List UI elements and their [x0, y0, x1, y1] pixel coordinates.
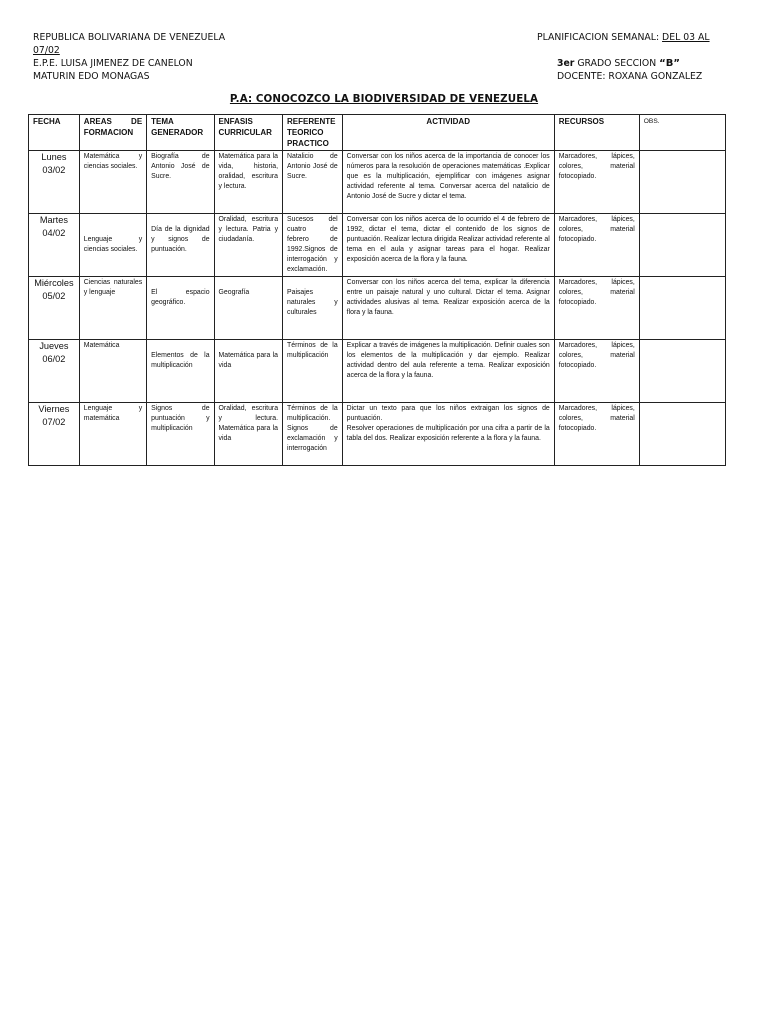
header-tema: TEMA GENERADOR: [147, 115, 214, 151]
areas-cell: Lenguaje y matemática: [79, 403, 146, 466]
recursos-cell: Marcadores, lápices, colores, material fotocopiado.: [554, 340, 639, 403]
obs-cell: [639, 151, 725, 214]
table-row: [29, 214, 726, 277]
date-label: 03/02: [42, 164, 66, 175]
actividad-cell: Conversar con los niños acerca de la importancia de conocer los números para la resolución de operaciones matemáticas .Explicar que es la multiplicación, ejemplificar con imágenes asignar actividad referente al tema. Conversar acerca del natalicio de Antonio José de Sucre y dictar el tema.: [342, 151, 554, 214]
page-title: P.A: CONOCOZCO LA BIODIVERSIDAD DE VENEZUELA: [229, 93, 539, 105]
enfasis-cell: Oralidad, escritura y lectura. Patria y ciudadanía.: [214, 214, 282, 277]
table-row: [29, 403, 726, 466]
referente-cell: Natalicio de Antonio José de Sucre.: [283, 151, 343, 214]
actividad-cell: Conversar con los niños acerca del tema, explicar la diferencia entre un paisaje natural y uno cultural. Dictar el tema. Asignar actividades alusivas al tema. Realizar exposición acerca de la flora y la fauna.: [342, 277, 554, 340]
fecha-cell: [29, 403, 80, 466]
tema-text: Elementos de la multiplicación: [151, 352, 210, 369]
enfasis-cell: Oralidad, escritura y lectura. Matemática para la vida: [214, 403, 282, 466]
fecha-cell: [29, 151, 80, 214]
planning-table: [28, 114, 726, 466]
fecha-cell: [29, 340, 80, 403]
day-label: Lunes: [41, 152, 67, 162]
fecha-cell: [29, 214, 80, 277]
table-row: [29, 340, 726, 403]
header-plan: [537, 31, 710, 44]
day-label: Martes: [39, 215, 68, 225]
day-label: Jueves: [39, 341, 69, 351]
fecha-cell: [29, 277, 80, 340]
grade-text: GRADO SECCION: [577, 58, 657, 69]
obs-cell: [639, 214, 725, 277]
table-row: [29, 151, 726, 214]
grade-prefix: 3er: [557, 58, 575, 69]
header-actividad: ACTIVIDAD: [342, 115, 554, 151]
tema-cell: [147, 277, 214, 340]
referente-cell: Términos de la multiplicación. Signos de exclamación y interrogación: [283, 403, 343, 466]
tema-cell: Biografía de Antonio José de Sucre.: [147, 151, 214, 214]
header-recursos: RECURSOS: [554, 115, 639, 151]
tema-cell: [147, 214, 214, 277]
areas-cell: Matemática y ciencias sociales.: [79, 151, 146, 214]
plan-value: DEL 03 AL: [662, 32, 710, 43]
plan-label: PLANIFICACION SEMANAL:: [537, 32, 660, 43]
actividad-cell: Conversar con los niños acerca de lo ocurrido el 4 de febrero de 1992, dictar el tema, dictar el contenido de los signos de puntuación. Realizar lectura dirigida Realizar actividad referente al tema en el aula y asignar tareas para el hogar. Realizar exposición acerca de la flora y la fauna.: [342, 214, 554, 277]
grade-section: “B”: [659, 58, 680, 69]
recursos-cell: Marcadores, lápices, colores, material fotocopiado.: [554, 214, 639, 277]
header-obs: OBS.: [639, 115, 725, 151]
date-label: 06/02: [42, 353, 66, 364]
tema-cell: Signos de puntuación y multiplicación: [147, 403, 214, 466]
header-areas: AREAS DE FORMACION: [79, 115, 146, 151]
actividad-cell: Explicar a través de imágenes la multiplicación. Definir cuales son los elementos de la multiplicación y dar ejemplo. Realizar actividad dentro del aula referente a tema. Realizar exposición acerca de la flora y la fauna.: [342, 340, 554, 403]
header-enfasis: ENFASIS CURRICULAR: [214, 115, 282, 151]
areas-cell: Matemática: [79, 340, 146, 403]
header-republica: REPUBLICA BOLIVARIANA DE VENEZUELA: [33, 32, 226, 43]
actividad-cell: Dictar un texto para que los niños extraigan los signos de puntuación. Resolver operaciones de multiplicación por una cifra a partir de la tabla del dos. Realizar exposición referente a la flora y la fauna.: [342, 403, 554, 466]
header-docente: DOCENTE: ROXANA GONZALEZ: [557, 71, 703, 82]
tema-text: Día de la dignidad y signos de puntuación.: [151, 226, 210, 253]
recursos-cell: Marcadores, lápices, colores, material fotocopiado.: [554, 277, 639, 340]
date-label: 05/02: [42, 290, 66, 301]
enfasis-cell: Matemática para la vida, historia, oralidad, escritura y lectura.: [214, 151, 282, 214]
referente-cell: Sucesos del cuatro de febrero de 1992.Signos de interrogación y exclamación.: [283, 214, 343, 277]
enfasis-text: Geografía: [218, 289, 250, 296]
header-school: E.P.E. LUISA JIMENEZ DE CANELON: [33, 58, 193, 69]
table-header-row: [29, 115, 726, 151]
recursos-cell: Marcadores, lápices, colores, material fotocopiado.: [554, 403, 639, 466]
obs-cell: [639, 340, 725, 403]
header-location: MATURIN EDO MONAGAS: [33, 71, 150, 82]
header-grade: [557, 57, 680, 70]
header-referente: REFERENTE TEORICO PRACTICO: [283, 115, 343, 151]
date-label: 04/02: [42, 227, 66, 238]
tema-text: El espacio geográfico.: [151, 289, 210, 306]
header-date-end: 07/02: [33, 45, 60, 56]
referente-cell: Términos de la multiplicación: [283, 340, 343, 403]
referente-text: Paisajes naturales y culturales: [287, 289, 338, 316]
obs-cell: [639, 403, 725, 466]
areas-cell: [79, 214, 146, 277]
recursos-cell: Marcadores, lápices, colores, material fotocopiado.: [554, 151, 639, 214]
enfasis-cell: [214, 340, 282, 403]
tema-cell: [147, 340, 214, 403]
header-fecha: FECHA: [29, 115, 80, 151]
areas-text: Lenguaje y ciencias sociales.: [83, 236, 143, 253]
table-row: [29, 277, 726, 340]
enfasis-cell: [214, 277, 282, 340]
enfasis-text: Matemática para la vida: [218, 352, 279, 369]
referente-cell: [283, 277, 343, 340]
areas-cell: Ciencias naturales y lenguaje: [79, 277, 146, 340]
obs-cell: [639, 277, 725, 340]
day-label: Viernes: [38, 404, 70, 414]
date-label: 07/02: [42, 416, 66, 427]
day-label: Miércoles: [34, 278, 74, 288]
